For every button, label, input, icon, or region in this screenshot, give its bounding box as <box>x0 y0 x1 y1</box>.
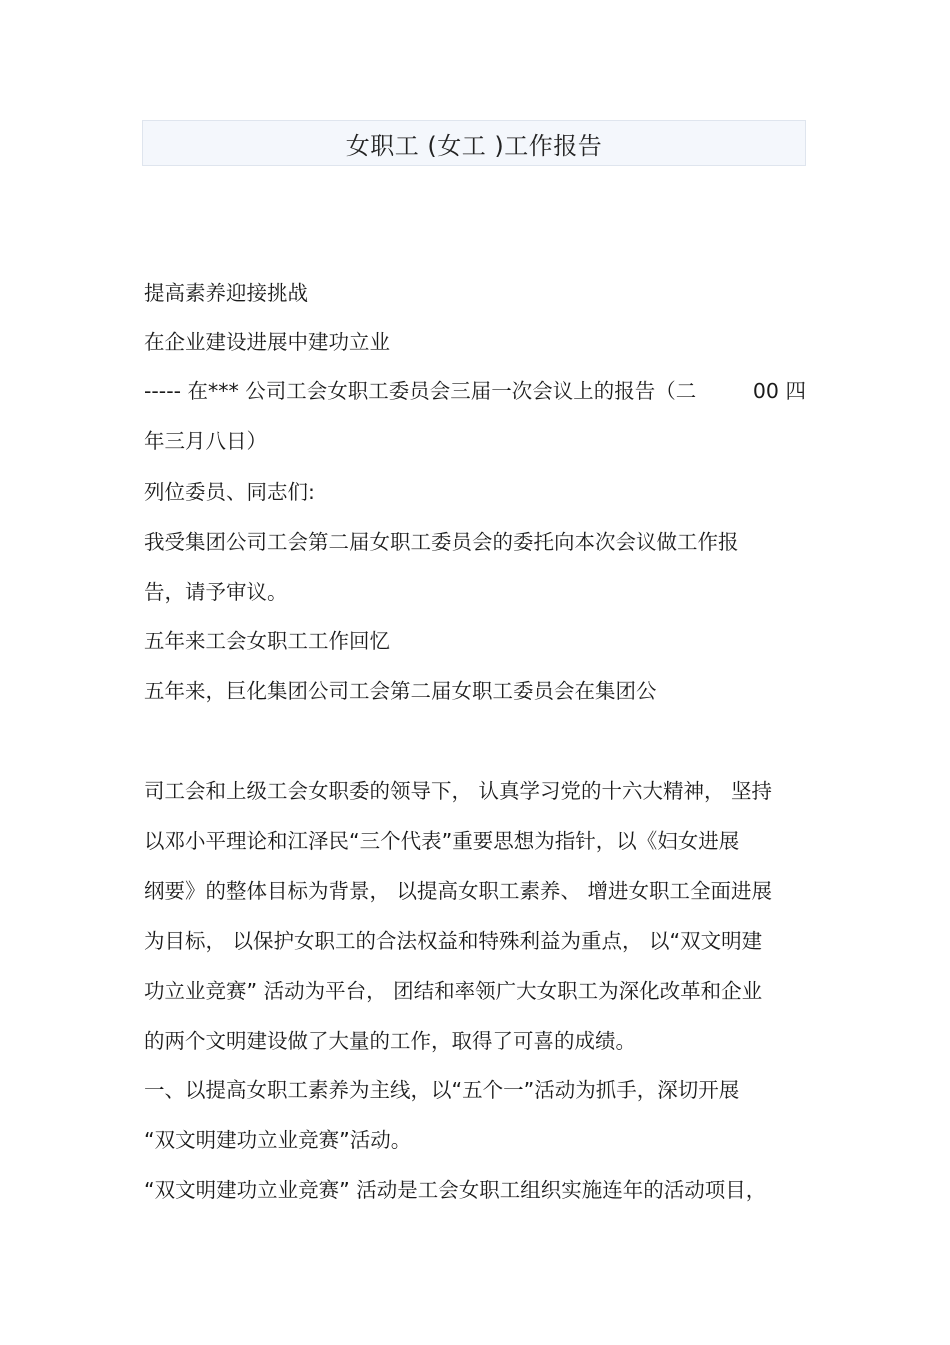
paragraph-line: 五年来，巨化集团公司工会第二届女职工委员会在集团公 <box>144 679 657 703</box>
paragraph-line: 司工会和上级工会女职委的领导下， 认真学习党的十六大精神， 坚持 <box>144 779 773 803</box>
salutation-line: 列位委员、同志们: <box>144 480 315 504</box>
paragraph-line: 功立业竞赛” 活动为平台， 团结和率领广大女职工为深化改革和企业 <box>144 979 763 1003</box>
report-date-line: 年三月八日） <box>144 429 267 453</box>
subtitle-line-2: 在企业建设进展中建功立业 <box>144 330 390 354</box>
section-heading-line-2: “双文明建功立业竞赛”活动。 <box>144 1128 412 1152</box>
report-occasion-line <box>144 377 806 405</box>
paragraph-line: 纲要》的整体目标为背景， 以提高女职工素养、 增进女职工全面进展 <box>144 879 773 903</box>
paragraph-line: 我受集团公司工会第二届女职工委员会的委托向本次会议做工作报 <box>144 530 739 554</box>
subtitle-line-1: 提高素养迎接挑战 <box>144 281 308 305</box>
report-occasion-text: ----- 在*** 公司工会女职工委员会三届一次会议上的报告（二 <box>144 379 697 403</box>
paragraph-line: 告，请予审议。 <box>144 580 288 604</box>
paragraph-line: “双文明建功立业竞赛” 活动是工会女职工组织实施连年的活动项目， <box>144 1178 767 1202</box>
paragraph-line: 以邓小平理论和江泽民“三个代表”重要思想为指针，以《妇女进展 <box>144 829 740 853</box>
section-heading: 五年来工会女职工工作回忆 <box>144 629 390 653</box>
report-occasion-year: 00 四 <box>752 379 806 403</box>
paragraph-line: 的两个文明建设做了大量的工作，取得了可喜的成绩。 <box>144 1029 636 1053</box>
document-title: 女职工 (女工 )工作报告 <box>345 131 603 160</box>
document-title-box <box>142 120 806 166</box>
paragraph-line: 为目标， 以保护女职工的合法权益和特殊利益为重点， 以“双文明建 <box>144 929 763 953</box>
section-heading-line-1: 一、以提高女职工素养为主线，以“五个一”活动为抓手，深切开展 <box>144 1078 740 1102</box>
